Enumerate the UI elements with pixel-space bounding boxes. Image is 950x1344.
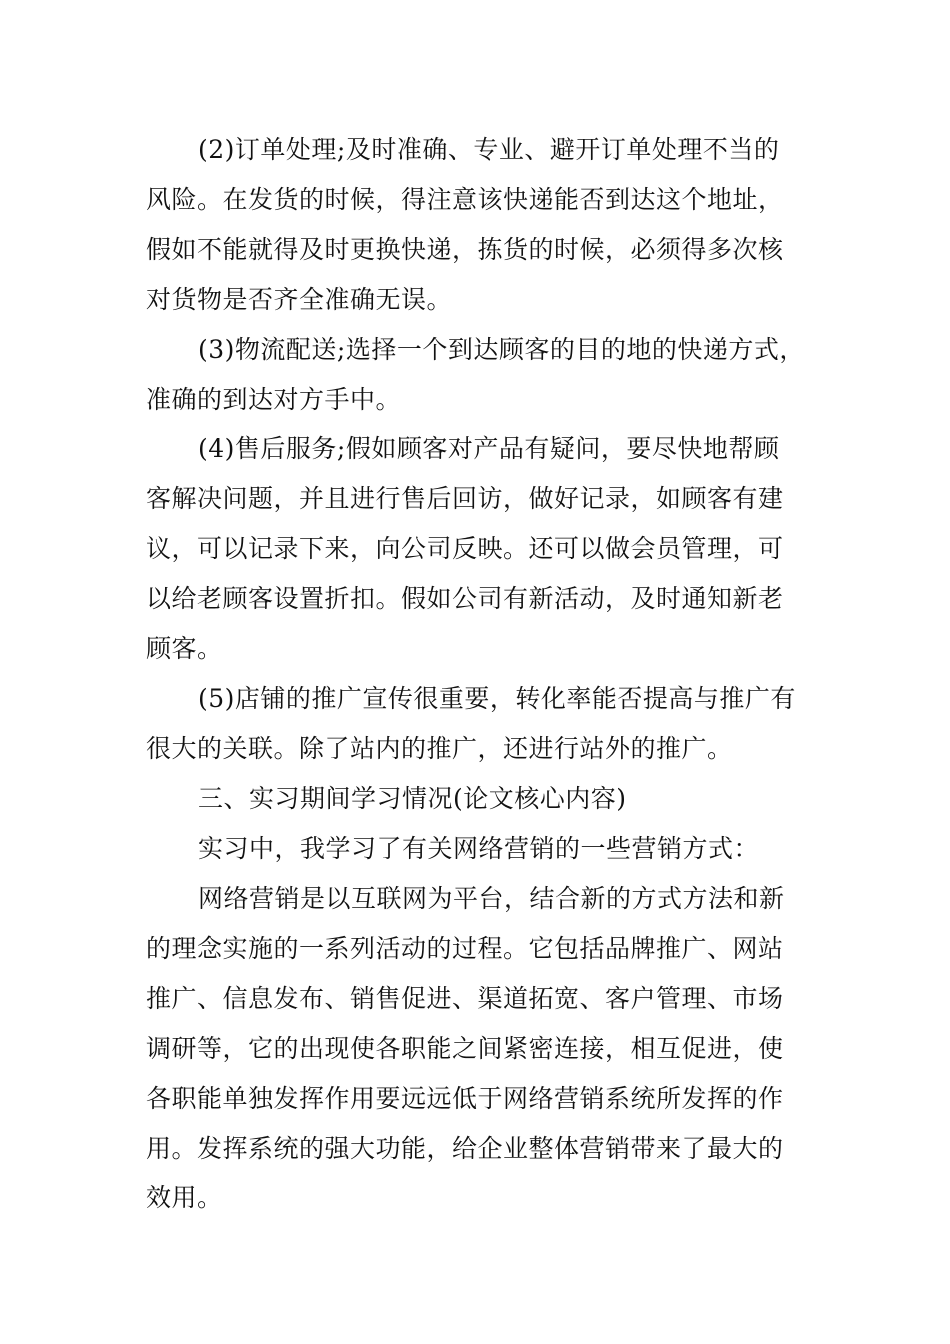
paragraph-promotion-line-1: (5)店铺的推广宣传很重要，转化率能否提高与推广有 [198,684,796,713]
paragraph-after-sales-line-2: 客解决问题，并且进行售后回访，做好记录，如顾客有建 [146,484,784,513]
paragraph-after-sales-line-4: 以给老顾客设置折扣。假如公司有新活动，及时通知新老 [146,584,784,613]
paragraph-after-sales-line-1: (4)售后服务;假如顾客对产品有疑问，要尽快地帮顾 [198,434,780,463]
paragraph-network-marketing-line-7: 效用。 [146,1183,223,1212]
paragraph-network-marketing-line-1: 网络营销是以互联网为平台，结合新的方式方法和新 [198,884,785,913]
paragraph-network-marketing-line-6: 用。发挥系统的强大功能，给企业整体营销带来了最大的 [146,1134,784,1163]
paragraph-promotion-line-2: 很大的关联。除了站内的推广，还进行站外的推广。 [146,734,733,763]
paragraph-network-marketing-line-4: 调研等，它的出现使各职能之间紧密连接，相互促进，使 [146,1034,784,1063]
paragraph-logistics-line-2: 准确的到达对方手中。 [146,385,402,414]
paragraph-order-processing-line-3: 假如不能就得及时更换快递，拣货的时候，必须得多次核 [146,235,784,264]
paragraph-network-marketing-line-2: 的理念实施的一系列活动的过程。它包括品牌推广、网站 [146,934,784,963]
paragraph-order-processing-line-1: (2)订单处理;及时准确、专业、避开订单处理不当的 [198,135,780,164]
paragraph-order-processing-line-4: 对货物是否齐全准确无误。 [146,285,453,314]
paragraph-after-sales-line-5: 顾客。 [146,634,223,663]
section-heading: 三、实习期间学习情况(论文核心内容) [198,784,627,813]
paragraph-intro-line-1: 实习中，我学习了有关网络营销的一些营销方式： [198,834,760,863]
paragraph-after-sales-line-3: 议，可以记录下来，向公司反映。还可以做会员管理，可 [146,534,784,563]
paragraph-network-marketing-line-3: 推广、信息发布、销售促进、渠道拓宽、客户管理、市场 [146,984,784,1013]
paragraph-logistics-line-1: (3)物流配送;选择一个到达顾客的目的地的快递方式， [198,335,805,364]
paragraph-network-marketing-line-5: 各职能单独发挥作用要远远低于网络营销系统所发挥的作 [146,1084,784,1113]
paragraph-order-processing-line-2: 风险。在发货的时候，得注意该快递能否到达这个地址， [146,185,784,214]
